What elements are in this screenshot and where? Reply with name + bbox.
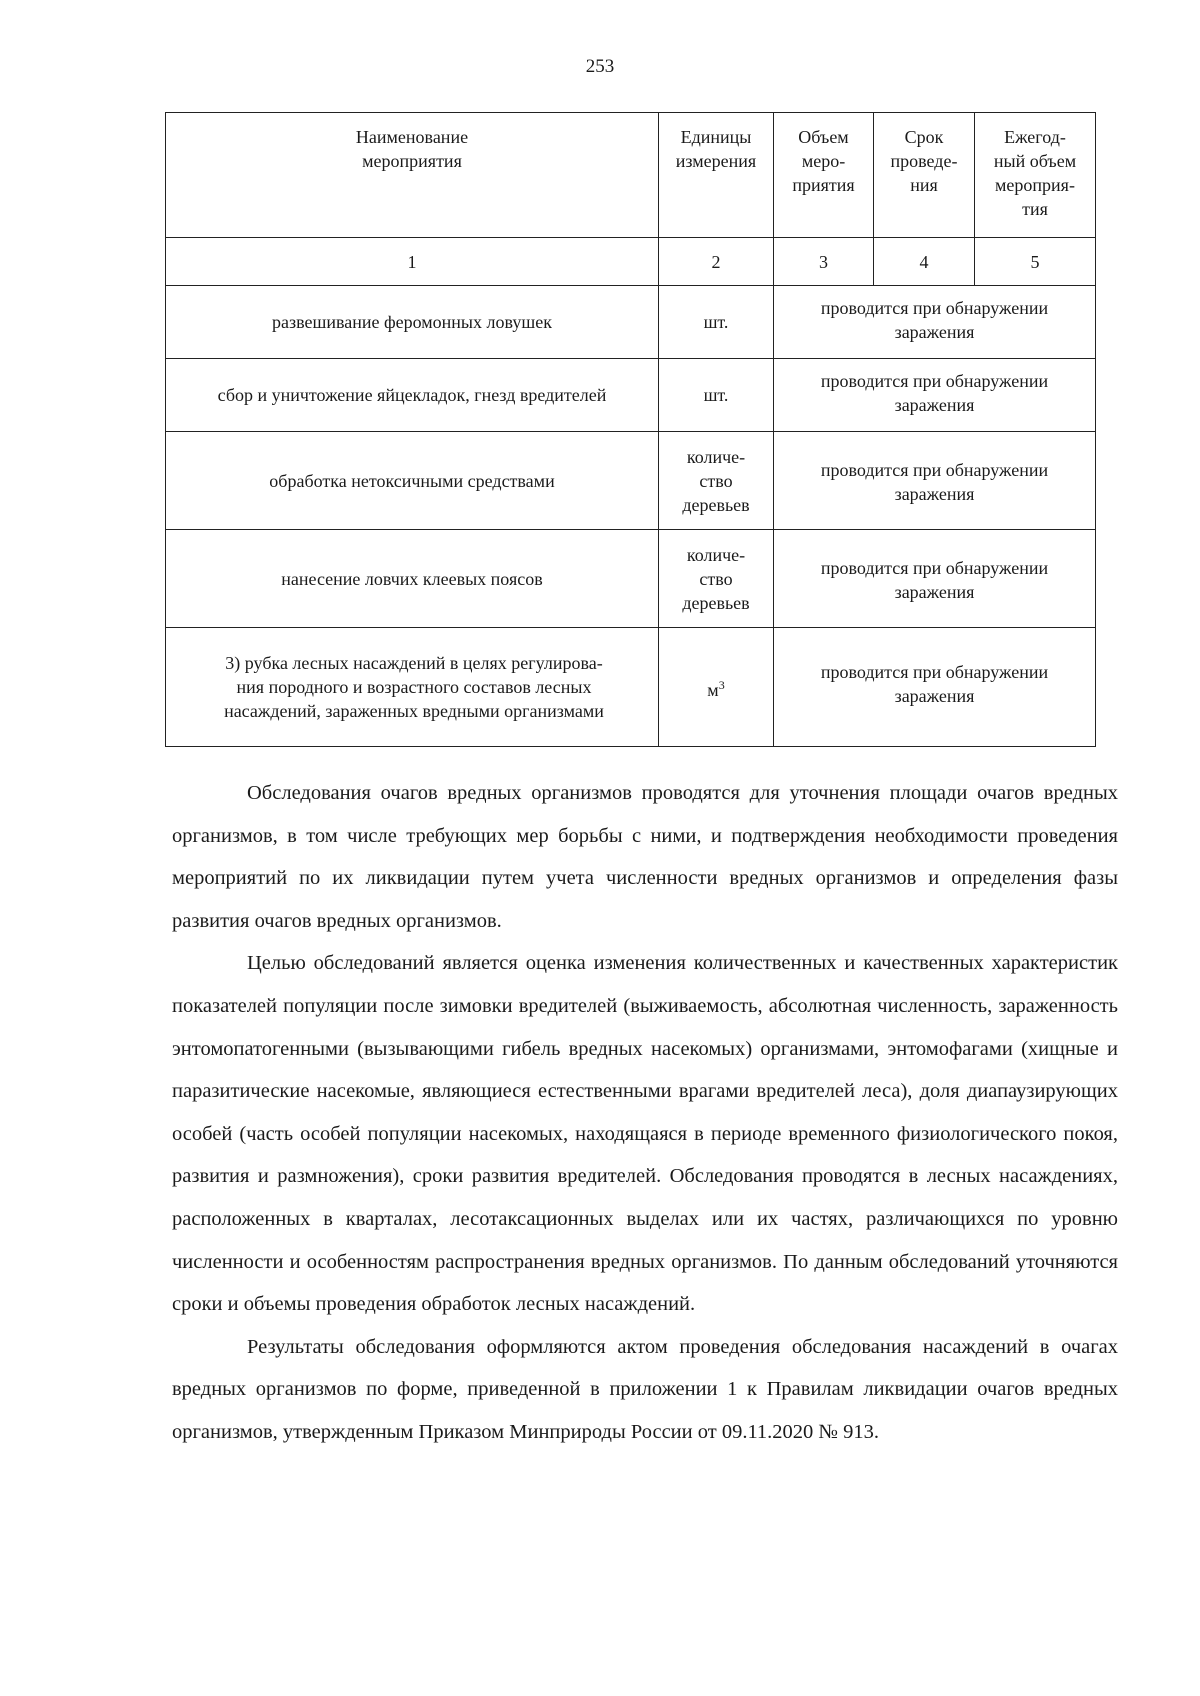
header-cell-unit: Единицы измерения: [659, 113, 774, 238]
column-number: 3: [774, 238, 874, 286]
header-cell-term: Срок проведе- ния: [874, 113, 975, 238]
measure-name: нанесение ловчих клеевых поясов: [166, 530, 659, 628]
measure-note: проводится при обнаружении заражения: [774, 286, 1096, 359]
measure-unit: [659, 628, 774, 747]
column-number: 1: [166, 238, 659, 286]
header-cell-name: Наименование мероприятия: [166, 113, 659, 238]
measure-unit: шт.: [659, 286, 774, 359]
table-row: [166, 286, 1096, 359]
column-number: 5: [975, 238, 1096, 286]
column-number: 2: [659, 238, 774, 286]
page-number: 253: [585, 56, 615, 77]
table-header-row: [166, 113, 1096, 238]
measure-unit: шт.: [659, 359, 774, 432]
measure-unit: количе- ство деревьев: [659, 432, 774, 530]
table-row: [166, 628, 1096, 747]
measure-note: проводится при обнаружении заражения: [774, 432, 1096, 530]
body-text: [172, 772, 1118, 1454]
measure-note: проводится при обнаружении заражения: [774, 530, 1096, 628]
table-row: [166, 359, 1096, 432]
paragraph: Целью обследований является оценка изменения количественных и качественных характеристик показателей популяции после зимовки вредителей (выживаемость, абсолютная численность, зараженность энтомопатогенными (вызывающими гибель вредных насекомых) организмами, энтомофагами (хищные и паразитические насекомые, являющиеся естественными врагами вредителей леса), доля диапаузирующих особей (часть особей популяции насекомых, находящаяся в периоде временного физиологического покоя, развития и размножения), сроки развития вредителей. Обследования проводятся в лесных насаждениях, расположенных в кварталах, лесотаксационных выделах или их частях, различающихся по уровню численности и особенностям распространения вредных организмов. По данным обследований уточняются сроки и объемы проведения обработок лесных насаждений.: [172, 952, 1118, 1316]
measures-table: [165, 112, 1096, 747]
column-numbers-row: [166, 238, 1096, 286]
table-row: [166, 432, 1096, 530]
measure-name: обработка нетоксичными средствами: [166, 432, 659, 530]
measure-note: проводится при обнаружении заражения: [774, 359, 1096, 432]
paragraph: Обследования очагов вредных организмов проводятся для уточнения площади очагов вредных организмов, в том числе требующих мер борьбы с ними, и подтверждения необходимости проведения мероприятий по их ликвидации путем учета численности вредных организмов и определения фазы развития очагов вредных организмов.: [172, 782, 1118, 932]
unit-superscript: 3: [718, 677, 725, 692]
paragraph: Результаты обследования оформляются актом проведения обследования насаждений в очагах вредных организмов по форме, приведенной в приложении 1 к Правилам ликвидации очагов вредных организмов, утвержденным Приказом Минприроды России от 09.11.2020 № 913.: [172, 1335, 1118, 1443]
header-cell-volume: Объем меро- приятия: [774, 113, 874, 238]
header-cell-annual-volume: Ежегод- ный объем мероприя- тия: [975, 113, 1096, 238]
measure-note: проводится при обнаружении заражения: [774, 628, 1096, 747]
measure-name: развешивание феромонных ловушек: [166, 286, 659, 359]
unit-base: м: [707, 679, 719, 700]
column-number: 4: [874, 238, 975, 286]
table-row: [166, 530, 1096, 628]
measure-name: сбор и уничтожение яйцекладок, гнезд вредителей: [166, 359, 659, 432]
measure-name: 3) рубка лесных насаждений в целях регулирова- ния породного и возрастного составов лесных насаждений, зараженных вредными организмами: [166, 628, 659, 747]
measure-unit: количе- ство деревьев: [659, 530, 774, 628]
